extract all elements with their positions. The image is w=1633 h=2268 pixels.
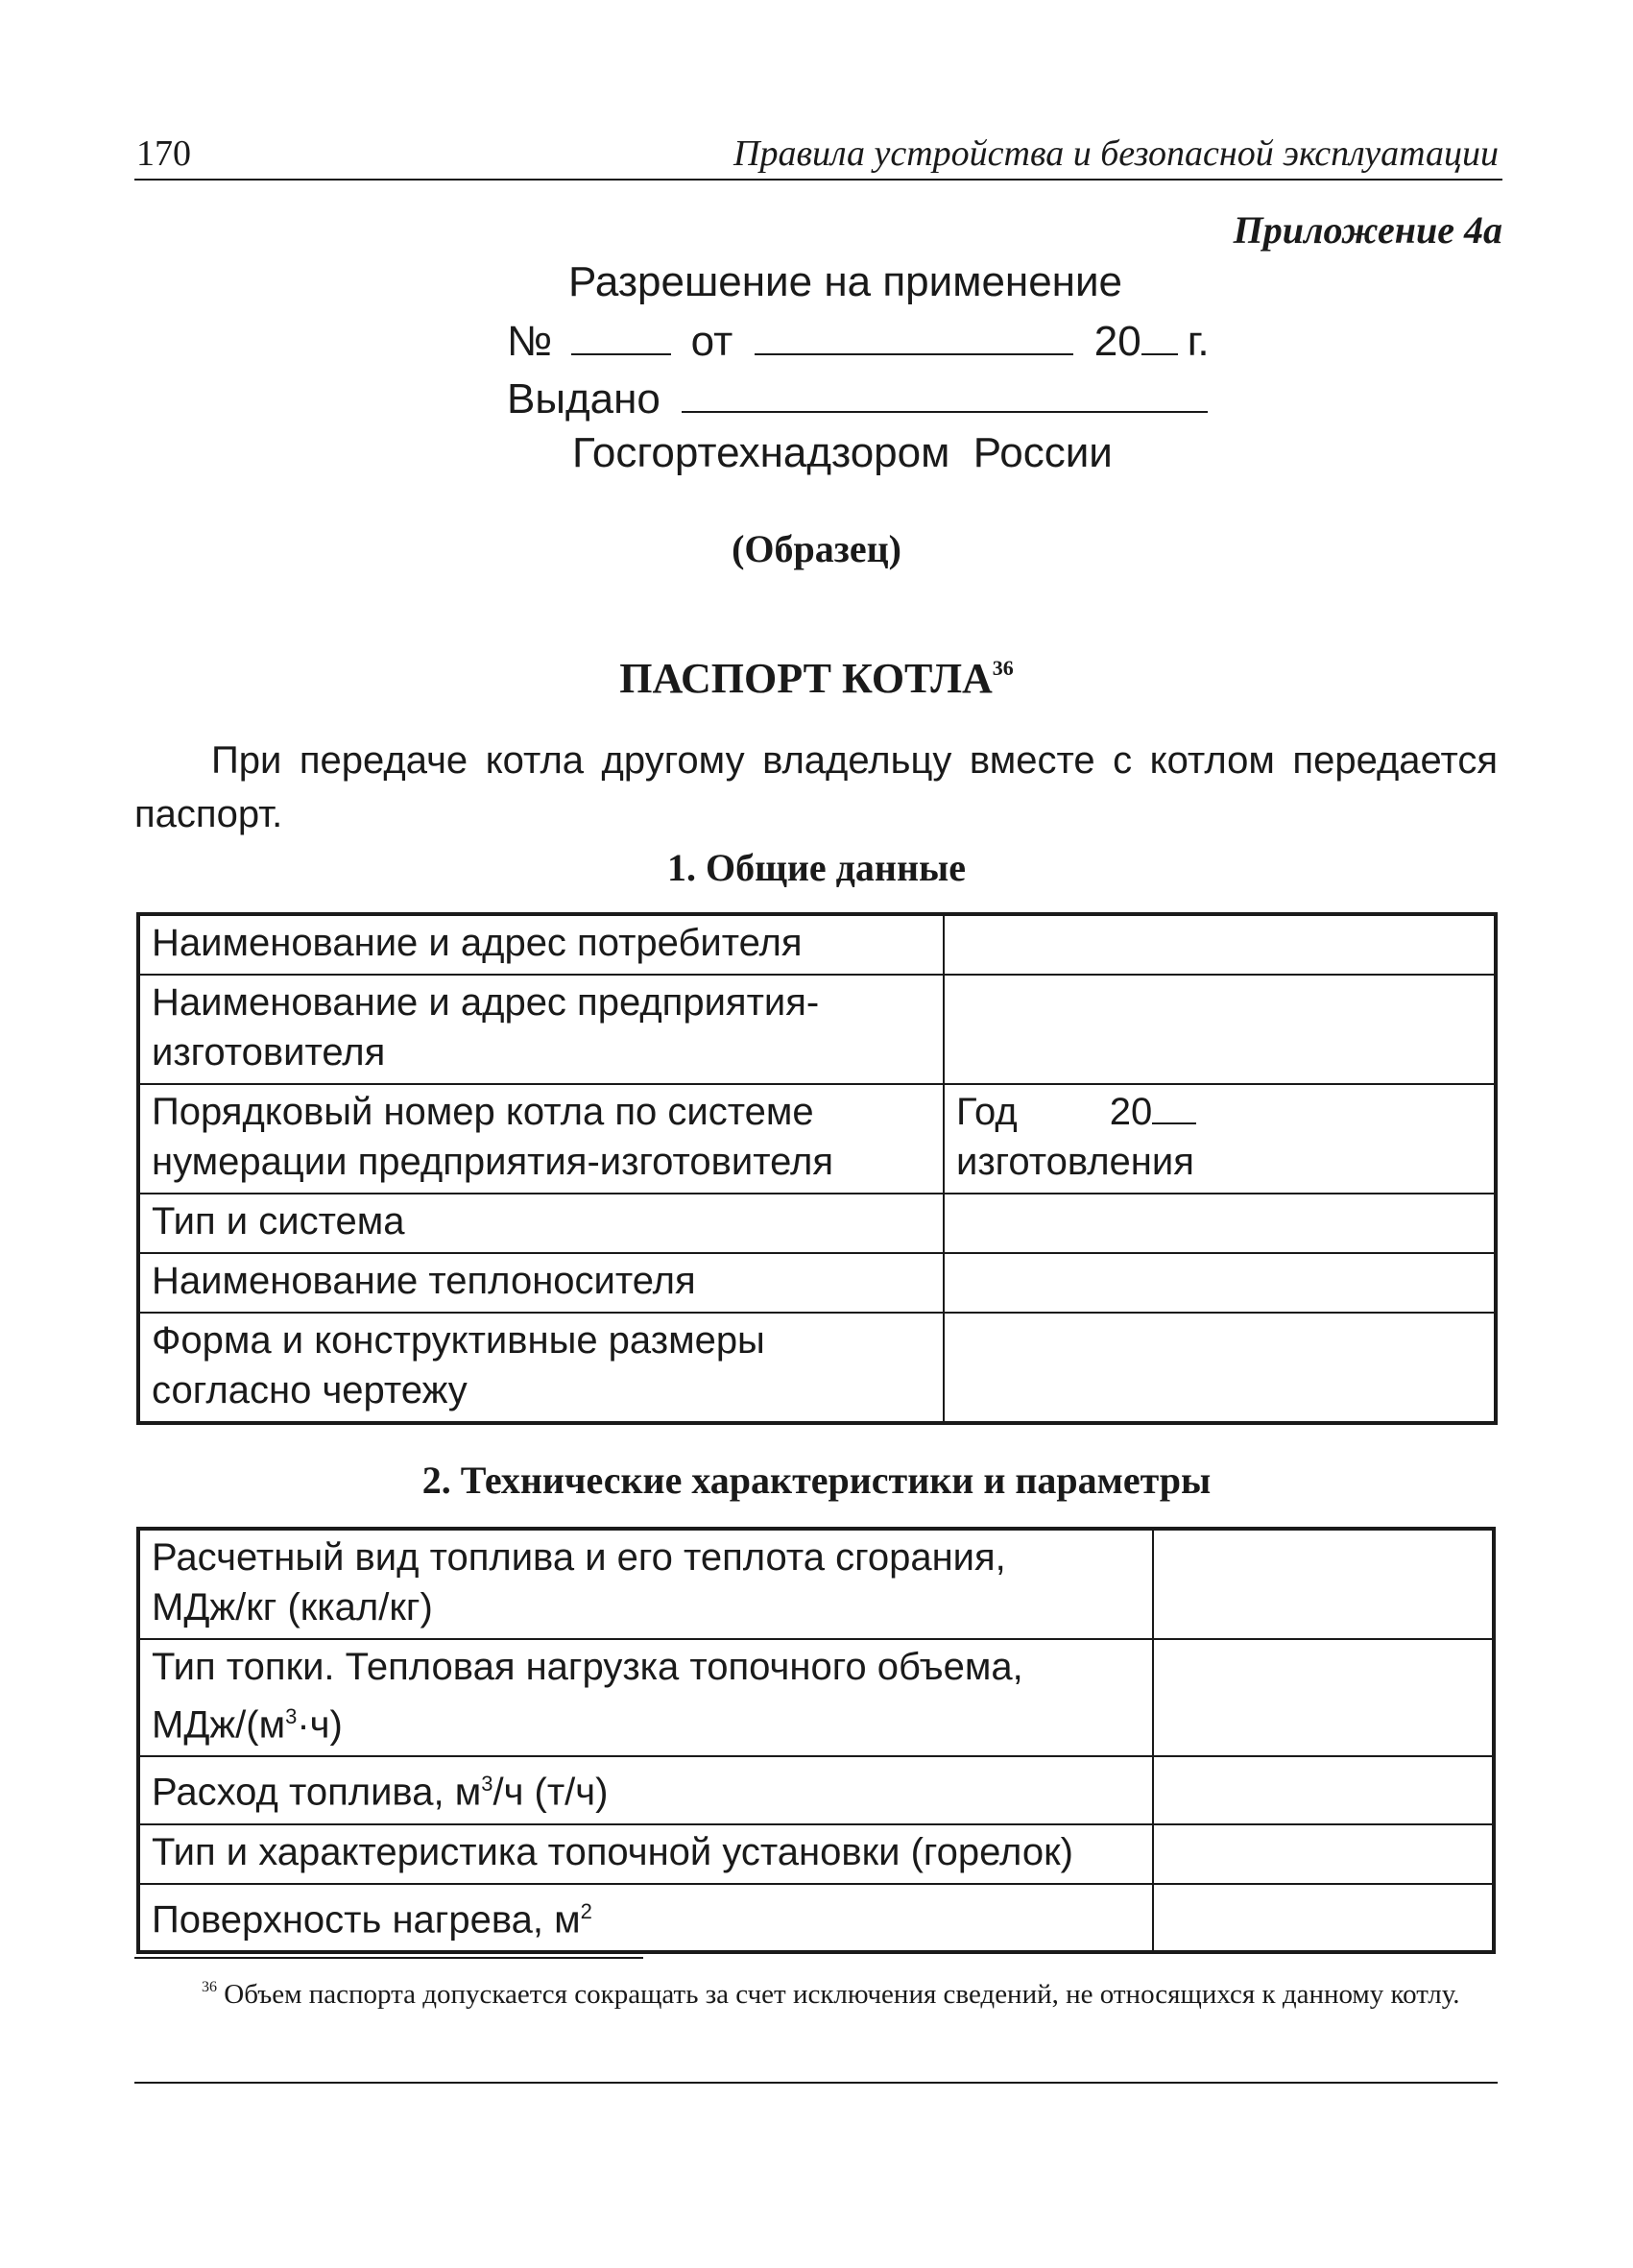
table-row: [138, 1084, 1496, 1194]
table-row: [138, 1194, 1496, 1253]
page-number: 170: [136, 133, 191, 174]
from-word: от: [690, 318, 733, 365]
row-value-field[interactable]: [944, 1313, 1496, 1423]
row-label: Наименование и адрес предприятия-изготовителя: [138, 975, 944, 1084]
year-line: [956, 1087, 1482, 1137]
document-title-text: ПАСПОРТ КОТЛА: [619, 655, 993, 702]
issued-word: Выдано: [507, 375, 660, 422]
table-row: [138, 1639, 1494, 1756]
permit-title: Разрешение на применение: [568, 258, 1123, 305]
row-label-line: МДж/кг (ккал/кг): [152, 1586, 433, 1629]
manufacture-word: изготовления: [956, 1141, 1194, 1183]
year-word: Год: [956, 1091, 1018, 1133]
permit-number-blank: [571, 315, 671, 355]
row-label: Форма и конструктивные размеры согласно чертежу: [138, 1313, 944, 1423]
technical-parameters-table: [136, 1527, 1496, 1954]
row-value-field[interactable]: [944, 1253, 1496, 1313]
table-row: [138, 1313, 1496, 1423]
table-row: [138, 1884, 1494, 1952]
number-sign: №: [507, 318, 553, 365]
row-label-line: Расчетный вид топлива и его теплота сгорания,: [152, 1536, 1006, 1579]
row-value-field[interactable]: [1153, 1529, 1494, 1639]
intro-paragraph: При передаче котла другому владельцу вместе с котлом передается паспорт.: [134, 739, 1498, 835]
issued-blank: [682, 373, 1208, 413]
sample-label: (Образец): [732, 527, 901, 570]
row-value-field[interactable]: [1153, 1824, 1494, 1884]
superscript: 2: [580, 1898, 592, 1923]
table-row: [138, 914, 1496, 975]
row-label-text: /ч (т/ч): [492, 1771, 609, 1814]
row-label-text: Поверхность нагрева, м: [152, 1897, 581, 1941]
row-value-field[interactable]: [1153, 1884, 1494, 1952]
row-label: Наименование теплоносителя: [138, 1253, 944, 1313]
footnote-mark: 36: [202, 1979, 217, 1995]
superscript: 3: [481, 1772, 493, 1797]
year-blank: [1141, 315, 1178, 355]
permit-issuer: Госгортехнадзором России: [572, 429, 1113, 476]
table-row: [138, 1756, 1494, 1823]
footnote: [134, 1968, 1498, 2014]
year-prefix: 20: [1093, 318, 1141, 365]
table-row: [138, 1529, 1494, 1639]
general-data-table: [136, 912, 1498, 1425]
permit-issued-line: [507, 373, 1208, 424]
year-suffix: г.: [1187, 318, 1210, 365]
row-value-field[interactable]: [944, 914, 1496, 975]
row-label-text: Расход топлива, м: [152, 1771, 482, 1814]
row-label: Наименование и адрес потребителя: [138, 914, 944, 975]
row-label: [138, 1639, 1153, 1756]
table-row: [138, 1253, 1496, 1313]
row-label: [138, 1529, 1153, 1639]
bottom-rule: [134, 2082, 1498, 2084]
year-prefix: 20: [1109, 1091, 1153, 1133]
row-label-line: ·ч): [297, 1703, 343, 1747]
row-value-field[interactable]: [944, 1194, 1496, 1253]
superscript: 3: [285, 1704, 298, 1728]
manufacture-year-field[interactable]: [944, 1084, 1496, 1194]
section-2-title: 2. Технические характеристики и параметры: [421, 1459, 1212, 1502]
footnote-text: Объем паспорта допускается сокращать за счет исключения сведений, не относящихся к данному котлу.: [224, 1979, 1460, 2010]
permit-number-line: [507, 315, 1210, 367]
row-label: Порядковый номер котла по системе нумерации предприятия-изготовителя: [138, 1084, 944, 1194]
row-label: Тип и система: [138, 1194, 944, 1253]
row-label: [138, 1756, 1153, 1823]
year-blank: [1152, 1090, 1196, 1124]
row-label-line: Тип топки. Тепловая нагрузка топочного объема,: [152, 1646, 1023, 1688]
document-title: [0, 643, 1633, 704]
table-row: [138, 975, 1496, 1084]
row-label-line: МДж/(м: [152, 1703, 286, 1747]
appendix-label: Приложение 4а: [1233, 208, 1502, 252]
running-title: Правила устройства и безопасной эксплуатации: [733, 133, 1499, 174]
row-value-field[interactable]: [944, 975, 1496, 1084]
row-value-field[interactable]: [1153, 1639, 1494, 1756]
footnote-reference: 36: [992, 656, 1014, 680]
row-label: [138, 1884, 1153, 1952]
permit-date-blank: [755, 315, 1073, 355]
section-1-title: 1. Общие данные: [667, 846, 966, 889]
row-value-field[interactable]: [1153, 1756, 1494, 1823]
footnote-separator: [134, 1957, 643, 1959]
page-header: [134, 133, 1502, 181]
row-label: Тип и характеристика топочной установки (горелок): [138, 1824, 1153, 1884]
table-row: [138, 1824, 1494, 1884]
